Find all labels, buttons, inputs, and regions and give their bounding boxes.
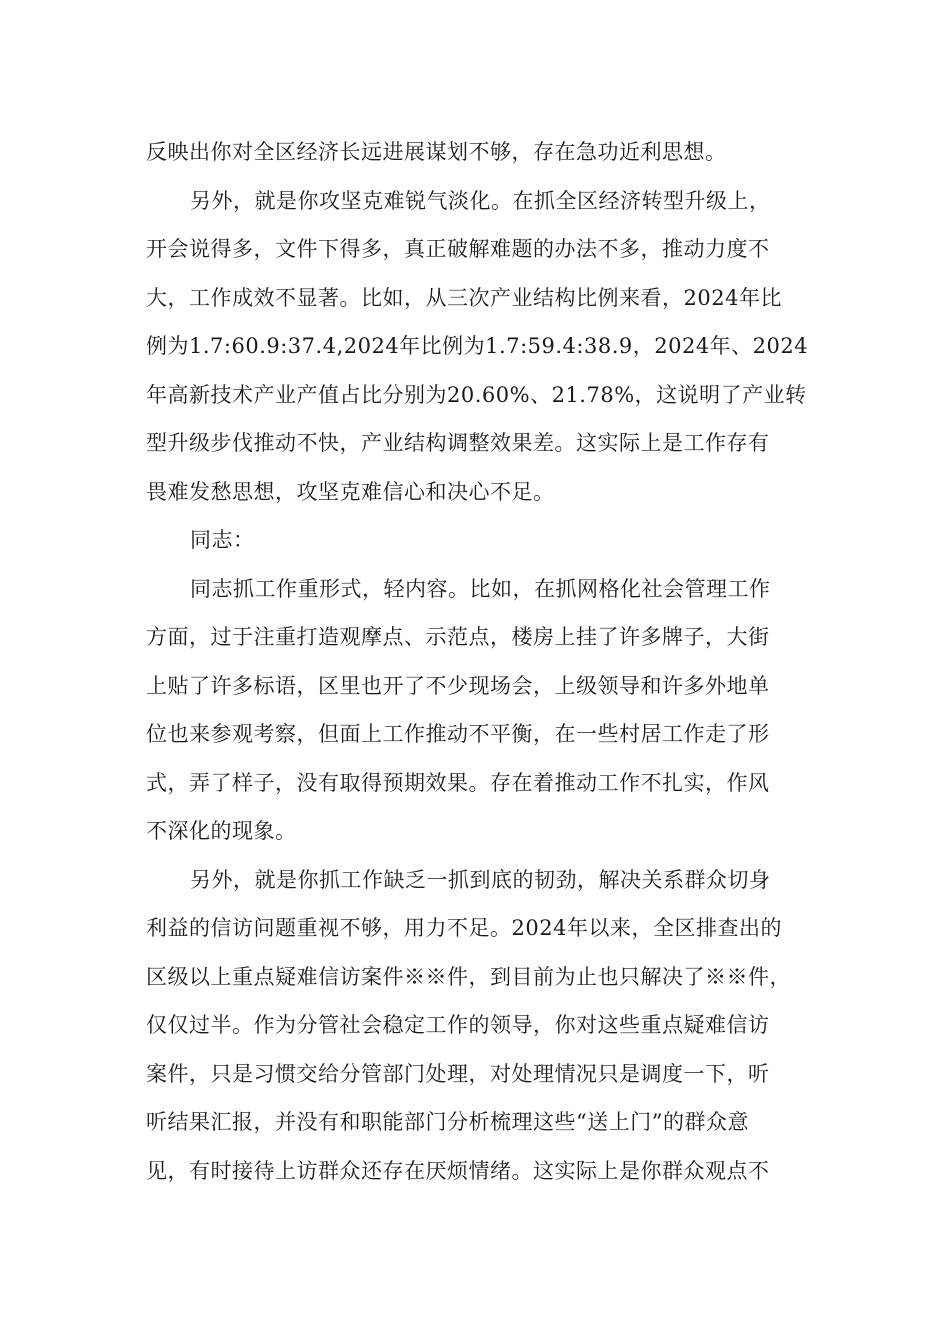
- text-line: 年高新技术产业产值占比分别为20.60%、21.78%，这说明了产业转: [146, 382, 807, 407]
- text-line: 见，有时接待上访群众还存在厌烦情绪。这实际上是你群众观点不: [146, 1158, 770, 1183]
- text-line: 听结果汇报，并没有和职能部门分析梳理这些“送上门”的群众意: [146, 1110, 749, 1134]
- text-line: 位也来参观考察，但面上工作推动不平衡，在一些村居工作走了形: [146, 722, 770, 746]
- text-line: 开会说得多，文件下得多，真正破解难题的办法不多，推动力度不: [146, 237, 770, 261]
- text-line: 案件，只是习惯交给分管部门处理，对处理情况只是调度一下，听: [146, 1061, 770, 1086]
- text-line: 例为1.7:60.9:37.4,2024年比例为1.7:59.4:38.9，2024年、2024: [146, 334, 809, 358]
- text-line: 另外，就是你攻坚克难锐气淡化。在抓全区经济转型升级上，: [190, 188, 771, 213]
- text-line: 不深化的现象。: [146, 819, 297, 843]
- text-line: 仅仅过半。作为分管社会稳定工作的领导，你对这些重点疑难信访: [146, 1013, 770, 1037]
- text-line: 大，工作成效不显著。比如，从三次产业结构比例来看，2024年比: [146, 285, 782, 310]
- text-line: 畏难发愁思想，攻坚克难信心和决心不足。: [146, 479, 555, 504]
- document-body: [146, 128, 808, 1195]
- text-line: 上贴了许多标语，区里也开了不少现场会，上级领导和许多外地单: [146, 673, 770, 698]
- text-line: 利益的信访问题重视不够，用力不足。2024年以来，全区排查出的: [146, 916, 782, 940]
- text-line: 反映出你对全区经济长远进展谋划不够，存在急功近利思想。: [146, 140, 727, 164]
- text-line: 另外，就是你抓工作缺乏一抓到底的韧劲，解决关系群众切身: [190, 867, 771, 892]
- text-line: 方面，过于注重打造观摩点、示范点，楼房上挂了许多牌子，大街: [146, 625, 770, 649]
- text-line: 式，弄了样子，没有取得预期效果。存在着推动工作不扎实，作风: [146, 770, 770, 795]
- text-line: 同志：: [190, 528, 255, 552]
- text-line: 同志抓工作重形式，轻内容。比如，在抓网格化社会管理工作: [190, 576, 771, 601]
- text-line: 型升级步伐推动不快，产业结构调整效果差。这实际上是工作存有: [146, 431, 770, 455]
- text-line: 区级以上重点疑难信访案件※※件，到目前为止也只解决了※※件，: [146, 964, 791, 989]
